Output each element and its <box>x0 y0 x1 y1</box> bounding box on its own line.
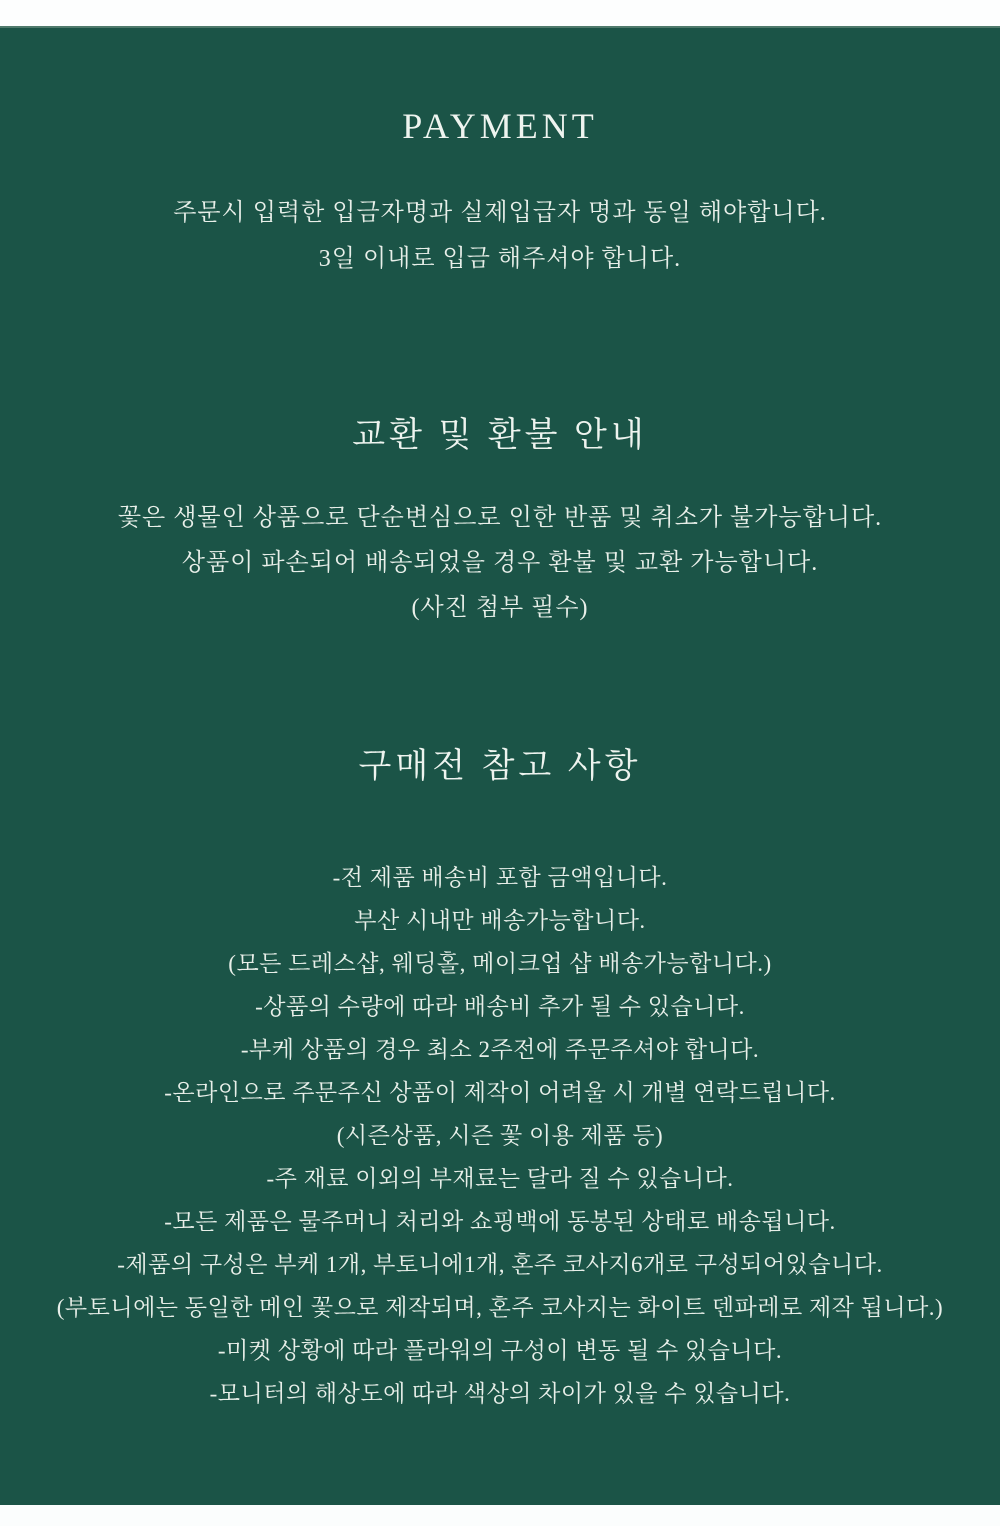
exchange-line: 꽃은 생물인 상품으로 단순변심으로 인한 반품 및 취소가 불가능합니다. <box>117 505 883 531</box>
note-line: -부케 상품의 경우 최소 2주전에 주문주셔야 합니다. <box>240 1037 760 1062</box>
note-line: (모든 드레스샵, 웨딩홀, 메이크업 샵 배송가능합니다.) <box>228 951 772 976</box>
payment-section-title: PAYMENT <box>402 106 598 146</box>
exchange-refund-section-title: 교환 및 환불 안내 <box>352 417 648 454</box>
note-line: (시즌상품, 시즌 꽃 이용 제품 등) <box>336 1123 664 1148</box>
note-line: -모든 제품은 물주머니 처리와 쇼핑백에 동봉된 상태로 배송됩니다. <box>164 1209 836 1234</box>
exchange-line: 상품이 파손되어 배송되었을 경우 환불 및 교환 가능합니다. <box>181 550 819 576</box>
exchange-line: (사진 첨부 필수) <box>411 595 589 621</box>
note-line: -온라인으로 주문주신 상품이 제작이 어려울 시 개별 연락드립니다. <box>164 1080 836 1105</box>
payment-line: 주문시 입력한 입금자명과 실제입급자 명과 동일 해야합니다. <box>173 200 827 226</box>
payment-line: 3일 이내로 입금 해주셔야 합니다. <box>318 246 682 272</box>
note-line: -상품의 수량에 따라 배송비 추가 될 수 있습니다. <box>255 994 745 1019</box>
note-line: -주 재료 이외의 부재료는 달라 질 수 있습니다. <box>266 1166 734 1191</box>
note-line: -미켓 상황에 따라 플라워의 구성이 변동 될 수 있습니다. <box>217 1338 783 1363</box>
bottom-margin <box>0 1505 1000 1526</box>
note-line: -모니터의 해상도에 따라 색상의 차이가 있을 수 있습니다. <box>209 1381 791 1406</box>
note-line: (부토니에는 동일한 메인 꽃으로 제작되며, 혼주 코사지는 화이트 덴파레로 제작 됩니다.) <box>56 1295 944 1320</box>
payment-section-body <box>173 190 827 282</box>
note-line: -전 제품 배송비 포함 금액입니다. <box>332 865 668 890</box>
note-line: 부산 시내만 배송가능합니다. <box>354 908 646 933</box>
exchange-refund-section-body <box>118 496 882 631</box>
pre-purchase-notes-list <box>57 856 943 1415</box>
top-margin <box>0 0 1000 26</box>
pre-purchase-notes-section-title: 구매전 참고 사항 <box>358 748 642 785</box>
payment-info-panel <box>0 26 1000 1505</box>
note-line: -제품의 구성은 부케 1개, 부토니에1개, 혼주 코사지6개로 구성되어있습니다. <box>117 1252 883 1277</box>
